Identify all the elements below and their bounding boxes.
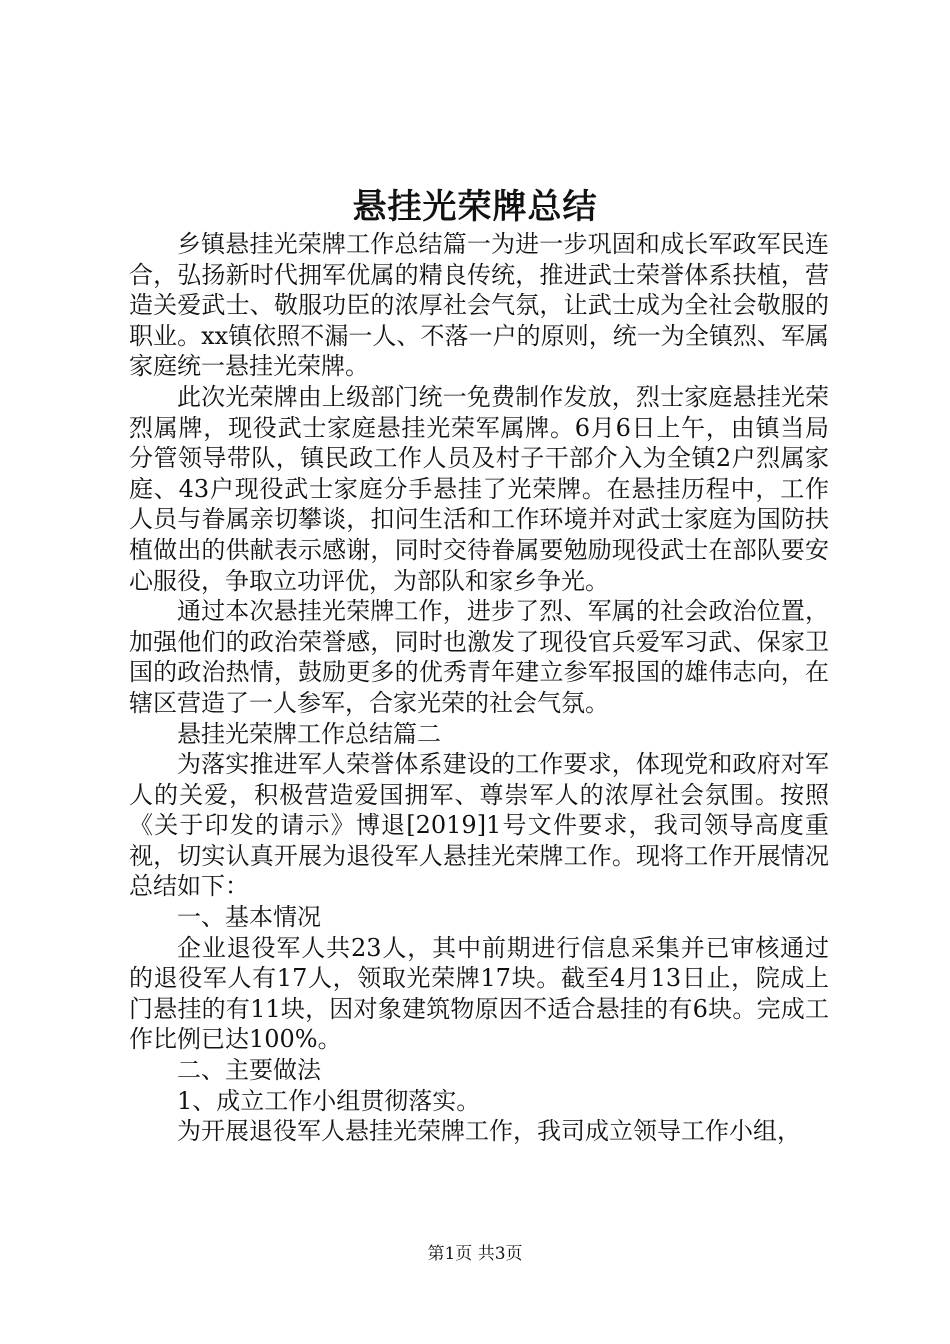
- paragraph: 为落实推进军人荣誉体系建设的工作要求，体现党和政府对军人的关爱，积极营造爱国拥军、尊崇军人的浓厚社会氛围。按照《关于印发的请示》博退[2019]1号文件要求，我司领导高度重视，切实认真开展为退役军人悬挂光荣牌工作。现将工作开展情况总结如下：: [129, 750, 829, 901]
- paragraph: 此次光荣牌由上级部门统一免费制作发放，烈士家庭悬挂光荣烈属牌，现役武士家庭悬挂光荣军属牌。6月6日上午，由镇当局分管领导带队，镇民政工作人员及村子干部介入为全镇2户烈属家庭、43户现役武士家庭分手悬挂了光荣牌。在悬挂历程中，工作人员与眷属亲切攀谈，扣问生活和工作环境并对武士家庭为国防扶植做出的供献表示感谢，同时交待眷属要勉励现役武士在部队要安心服役，争取立功评优，为部队和家乡争光。: [129, 382, 829, 595]
- page-footer: 第1页 共3页: [427, 1244, 523, 1264]
- section-heading: 悬挂光荣牌工作总结篇二: [177, 719, 441, 748]
- document-body: [129, 229, 829, 1147]
- document-title: 悬挂光荣牌总结: [352, 187, 598, 227]
- subsection-heading: 1、成立工作小组贯彻落实。: [177, 1086, 481, 1115]
- section-heading: 一、基本情况: [177, 903, 321, 932]
- paragraph: 为开展退役军人悬挂光荣牌工作，我司成立领导工作小组，: [177, 1117, 801, 1146]
- paragraph: 企业退役军人共23人，其中前期进行信息采集并已审核通过的退役军人有17人，领取光荣牌17块。截至4月13日止，院成上门悬挂的有11块，因对象建筑物原因不适合悬挂的有6块。完成工作比例已达100%。: [129, 933, 829, 1054]
- paragraph: 通过本次悬挂光荣牌工作，进步了烈、军属的社会政治位置，加强他们的政治荣誉感，同时也激发了现役官兵爱军习武、保家卫国的政治热情，鼓励更多的优秀青年建立参军报国的雄伟志向，在辖区营造了一人参军，合家光荣的社会气氛。: [129, 597, 829, 717]
- paragraph: 乡镇悬挂光荣牌工作总结篇一为进一步巩固和成长军政军民连合，弘扬新时代拥军优属的精良传统，推进武士荣誉体系扶植，营造关爱武士、敬服功臣的浓厚社会气氛，让武士成为全社会敬服的职业。xx镇依照不漏一人、不落一户的原则，统一为全镇烈、军属家庭统一悬挂光荣牌。: [129, 230, 829, 381]
- section-heading: 二、主要做法: [177, 1056, 321, 1085]
